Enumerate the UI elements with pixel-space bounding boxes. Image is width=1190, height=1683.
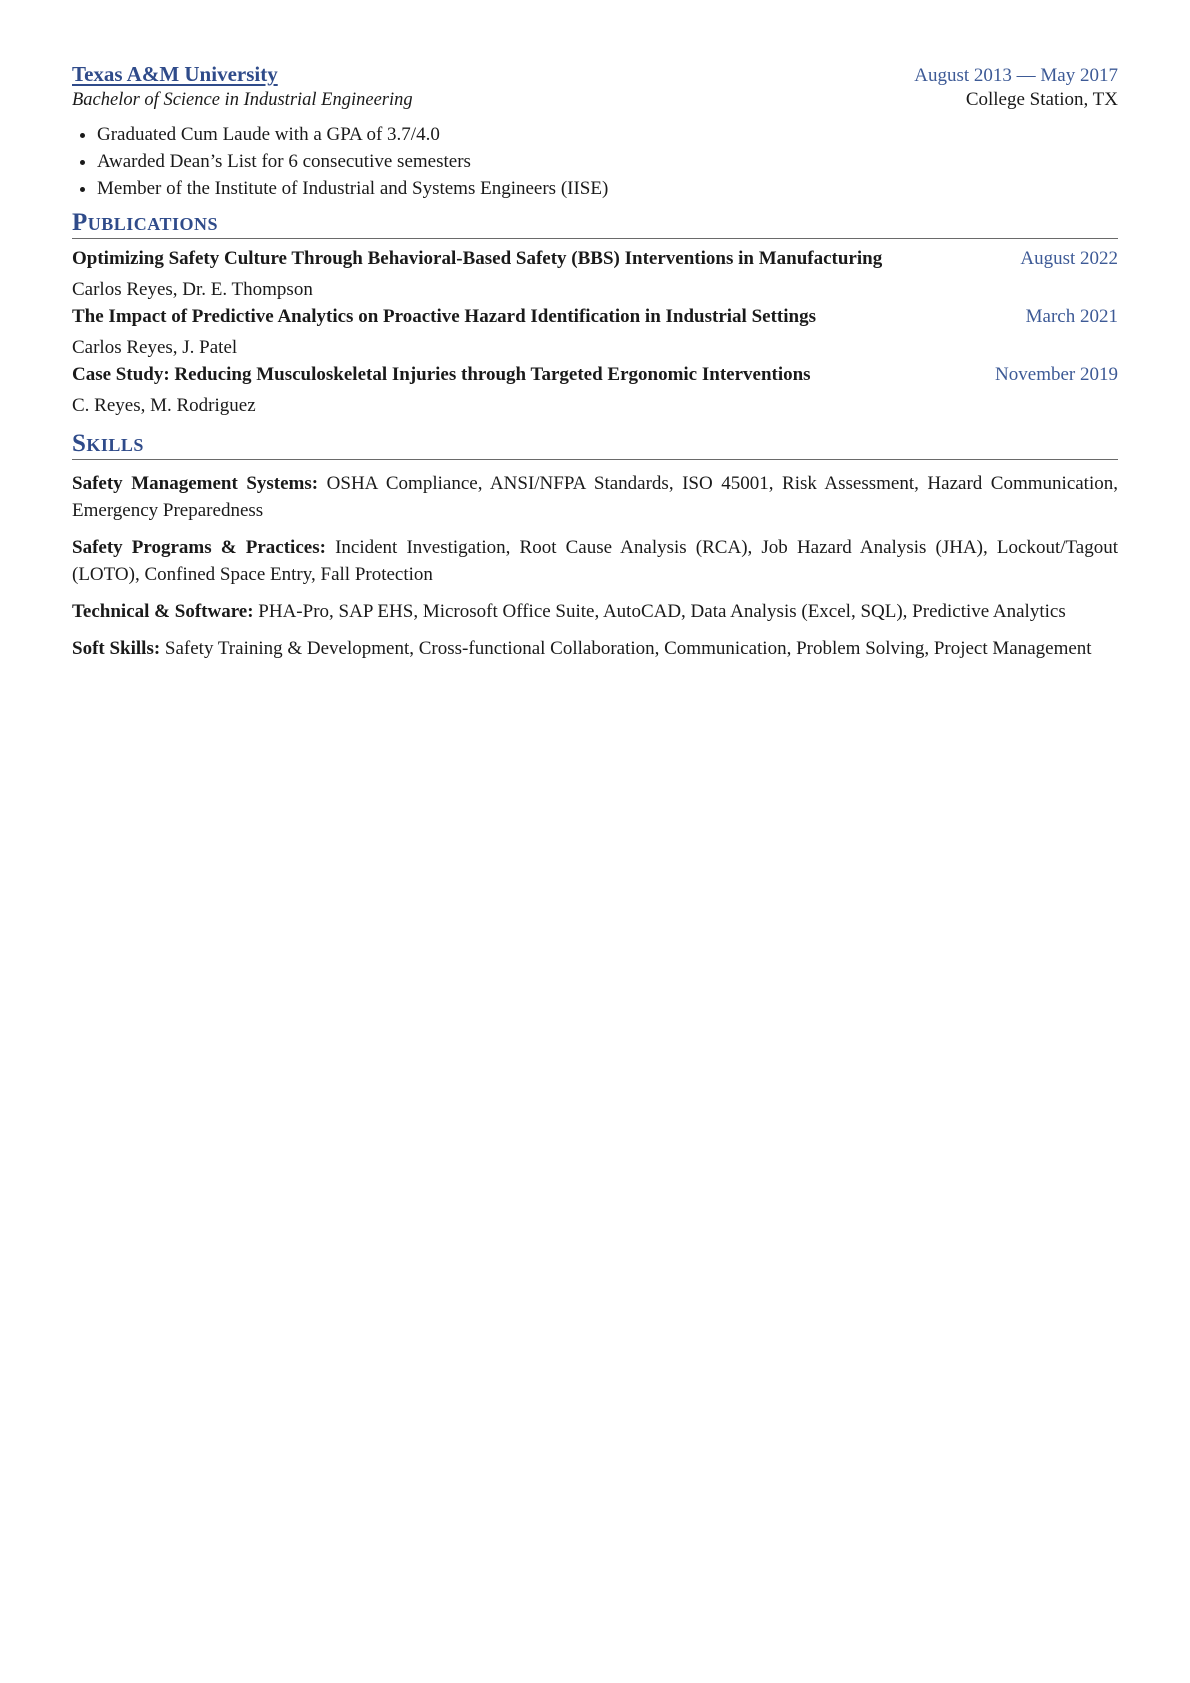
- skill-group: [72, 598, 1118, 625]
- bullet-item: • Graduated Cum Laude with a GPA of 3.7/4.0: [97, 121, 1118, 148]
- skill-group: [72, 470, 1118, 524]
- education-location: College Station, TX: [965, 89, 1118, 110]
- publication-date: August 2022: [1020, 248, 1118, 269]
- skill-label: Safety Management Systems:: [72, 473, 319, 494]
- skill-value: Incident Investigation, Root Cause Analysis (RCA), Job Hazard Analysis (JHA), Lockout/Tagout (LOTO), Confined Space Entry, Fall Protection: [72, 537, 1118, 585]
- publication-authors: Carlos Reyes, J. Patel: [72, 337, 238, 358]
- bullet-item: • Awarded Dean’s List for 6 consecutive semesters: [97, 148, 1118, 175]
- education-dates: August 2013 — May 2017: [914, 65, 1118, 86]
- skill-group: [72, 635, 1118, 662]
- publication-item: [72, 303, 1118, 361]
- bullet-item: • Member of the Institute of Industrial and Systems Engineers (IISE): [97, 175, 1118, 202]
- skill-group: [72, 534, 1118, 588]
- publication-title: Optimizing Safety Culture Through Behavioral-Based Safety (BBS) Interventions in Manufacturing: [72, 248, 883, 269]
- resume-page: [72, 62, 1118, 662]
- section-heading-publications: Publications: [72, 208, 1118, 239]
- publication-title: The Impact of Predictive Analytics on Proactive Hazard Identification in Industrial Settings: [72, 306, 816, 327]
- publication-item: [72, 245, 1118, 303]
- skill-value: Safety Training & Development, Cross-functional Collaboration, Communication, Problem Solving, Project Management: [164, 638, 1092, 659]
- publication-date: November 2019: [995, 364, 1118, 385]
- degree: Bachelor of Science in Industrial Engineering: [72, 90, 413, 110]
- skill-label: Soft Skills:: [72, 638, 161, 659]
- skill-label: Technical & Software:: [72, 601, 254, 622]
- education-bullets: [72, 121, 1118, 202]
- education-entry: [72, 62, 1118, 202]
- publication-date: March 2021: [1025, 306, 1118, 327]
- skill-label: Safety Programs & Practices:: [72, 537, 326, 558]
- skill-value: PHA-Pro, SAP EHS, Microsoft Office Suite, AutoCAD, Data Analysis (Excel, SQL), Predictive Analytics: [258, 601, 1066, 622]
- publication-title: Case Study: Reducing Musculoskeletal Injuries through Targeted Ergonomic Interventions: [72, 364, 811, 385]
- section-heading-skills: Skills: [72, 429, 1118, 460]
- skill-value: OSHA Compliance, ANSI/NFPA Standards, ISO 45001, Risk Assessment, Hazard Communication, Emergency Preparedness: [72, 473, 1118, 521]
- publication-item: [72, 361, 1118, 419]
- school-link[interactable]: Texas A&M University: [72, 62, 278, 86]
- publication-authors: C. Reyes, M. Rodriguez: [72, 395, 256, 416]
- publication-authors: Carlos Reyes, Dr. E. Thompson: [72, 279, 313, 300]
